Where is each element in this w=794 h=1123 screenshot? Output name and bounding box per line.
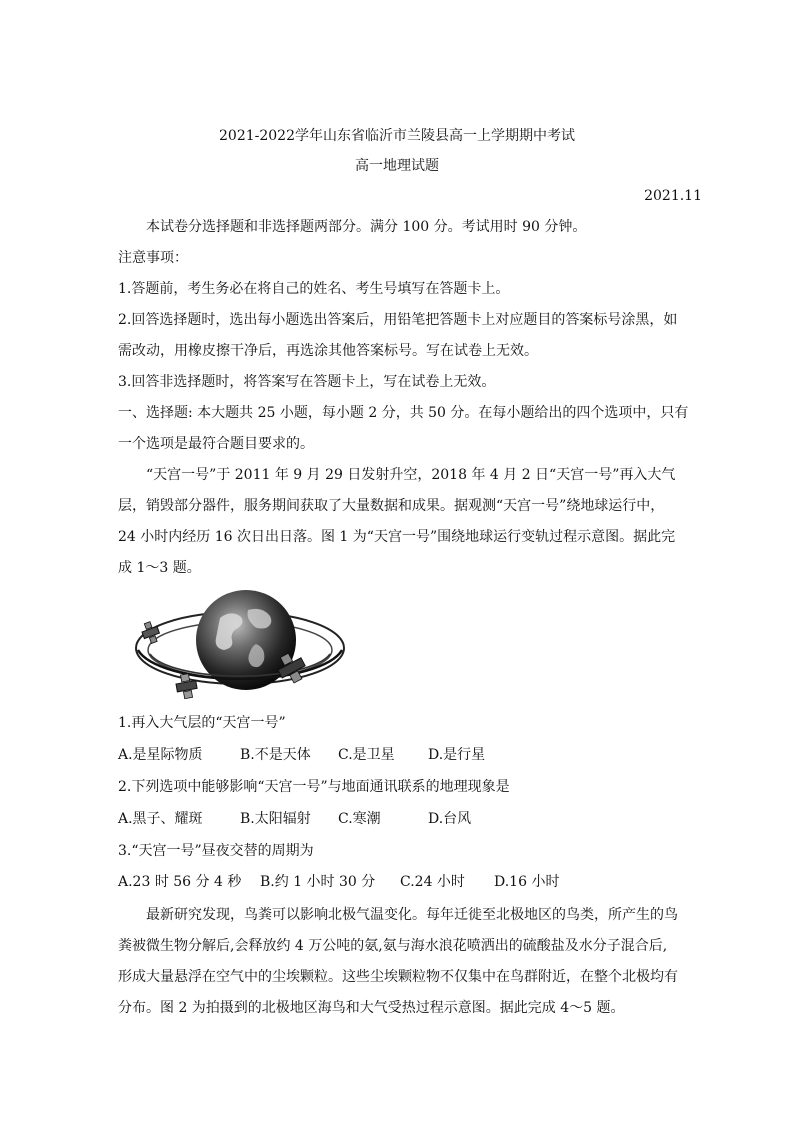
notice-item-1: 1.答题前，考生务必在将自己的姓名、考生号填写在答题卡上。 bbox=[118, 281, 510, 297]
passage-2-line-3: 形成大量悬浮在空气中的尘埃颗粒。这些尘埃颗粒物不仅集中在鸟群附近，在整个北极均有 bbox=[118, 969, 678, 985]
question-3-option-c: C.24 小时 bbox=[400, 874, 465, 890]
question-1-option-b: B.不是天体 bbox=[240, 747, 311, 763]
section-1-heading-line-1: 一、选择题: 本大题共 25 小题，每小题 2 分，共 50 分。在每小题给出的四个选项中，只有 bbox=[118, 405, 689, 421]
question-2-option-a: A.黑子、耀斑 bbox=[118, 811, 203, 827]
passage-2-line-4: 分布。图 2 为拍摄到的北极地区海鸟和大气受热过程示意图。据此完成 4～5 题。 bbox=[118, 1000, 625, 1016]
question-2-stem: 2.下列选项中能够影响“天宫一号”与地面通讯联系的地理现象是 bbox=[118, 779, 510, 795]
question-1-option-c: C.是卫星 bbox=[338, 747, 395, 763]
passage-1-line-1: “天宫一号”于 2011 年 9 月 29 日发射升空，2018 年 4 月 2 日“天宫一号”再入大气 bbox=[146, 467, 676, 483]
intro-text: 本试卷分选择题和非选择题两部分。满分 100 分。考试用时 90 分钟。 bbox=[146, 219, 587, 235]
passage-2-line-2: 粪被微生物分解后,会释放约 4 万公吨的氨,氨与海水浪花喷洒出的硫酸盐及水分子混合后, bbox=[118, 938, 668, 954]
figure-1-orbit-diagram bbox=[128, 584, 350, 706]
exam-subtitle: 高一地理试题 bbox=[355, 158, 439, 174]
question-1-options bbox=[118, 745, 485, 765]
passage-1-line-4: 成 1～3 题。 bbox=[118, 560, 201, 576]
question-2-options bbox=[118, 809, 471, 829]
question-2-option-d: D.台风 bbox=[428, 811, 472, 827]
exam-title: 2021-2022学年山东省临沂市兰陵县高一上学期期中考试 bbox=[219, 128, 575, 144]
question-2-option-b: B.太阳辐射 bbox=[240, 811, 311, 827]
question-3-options bbox=[118, 872, 559, 892]
question-3-option-d: D.16 小时 bbox=[494, 874, 560, 890]
notice-item-2-line-2: 需改动，用橡皮擦干净后，再选涂其他答案标号。写在试卷上无效。 bbox=[118, 343, 538, 359]
notice-heading: 注意事项： bbox=[118, 250, 188, 266]
question-3-option-a: A.23 时 56 分 4 秒 bbox=[118, 874, 242, 890]
notice-item-3: 3.回答非选择题时，将答案写在答题卡上，写在试卷上无效。 bbox=[118, 374, 496, 390]
question-1-option-d: D.是行星 bbox=[428, 747, 486, 763]
question-3-stem: 3.“天宫一号”昼夜交替的周期为 bbox=[118, 843, 314, 859]
notice-item-2-line-1: 2.回答选择题时，选出每小题选出答案后，用铅笔把答题卡上对应题目的答案标号涂黑，如 bbox=[118, 312, 678, 328]
exam-date: 2021.11 bbox=[644, 188, 702, 204]
passage-1-line-3: 24 小时内经历 16 次日出日落。图 1 为“天宫一号”围绕地球运行变轨过程示意图。据此完 bbox=[118, 529, 676, 545]
question-2-option-c: C.寒潮 bbox=[338, 811, 381, 827]
question-1-option-a: A.是星际物质 bbox=[118, 747, 203, 763]
passage-2-line-1: 最新研究发现，鸟粪可以影响北极气温变化。每年迁徙至北极地区的鸟类，所产生的鸟 bbox=[146, 907, 678, 923]
section-1-heading-line-2: 一个选项是最符合题目要求的。 bbox=[118, 436, 314, 452]
question-3-option-b: B.约 1 小时 30 分 bbox=[260, 874, 376, 890]
question-1-stem: 1.再入大气层的“天宫一号” bbox=[118, 715, 286, 731]
passage-1-line-2: 层，销毁部分器件，服务期间获取了大量数据和成果。据观测“天宫一号”绕地球运行中， bbox=[118, 498, 665, 514]
